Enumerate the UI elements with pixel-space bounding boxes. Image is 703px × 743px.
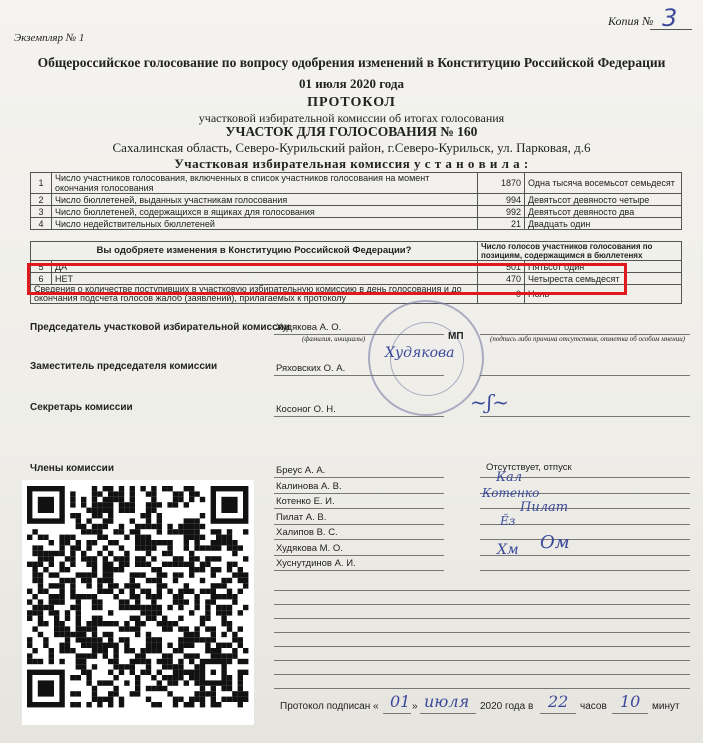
member-signature-5: Ӗз [500,514,516,528]
complaints-label: Сведения о количестве поступивших в участковую избирательную комиссию в день голосования и до окончания подсчета голосов жалоб (заявлений), прилагаемых к протоколу [31,285,478,304]
row-label: Число бюллетеней, выданных участникам голосования [52,194,478,206]
chair-label: Председатель участковой избирательной комиссии [30,322,290,333]
chair-signature: Худякова [385,345,455,361]
exemplar-number: Экземпляр № 1 [14,32,85,44]
protocol-document: Копия № 3 Экземпляр № 1 Общероссийское голосование по вопросу одобрения изменений в Конституцию Российской Федерации 01 июля 2020 года ПРОТОКОЛ участковой избирательной комиссии об итогах голосования УЧАСТОК ДЛЯ ГОЛОСОВАНИЯ № 160 Сахалинская область, Северо-Курильский район, г.Северо-Курильск, ул. Парковая, д.6 Участковая избирательная комиссия у с т а н о в и л а : 1 Число участников голосования, включенных в список участников голосования на момент окончания голосования 1870 Одна тысяча восемьсот семьдесят 2 Число бюллетеней, выданных участникам голосования 994 Девятьсот девяносто четыре 3 Число бюллетеней, содержащихся в ящиках для голосования 992 Девятьсот девяносто два 4 Число недействительных бюллетеней 21 Двадцать один Вы одобряете изменения в Конституцию Российской Федерации? Число голосов участников голосования по позициям, содержащимся в бюллетенях 5 ДА 501 Пятьсот один 6 НЕТ 470 Четыреста семьдесят Сведения о количестве поступивших в участковую избирательную комиссию в день голосования и до окончания подсчета голосов жалоб (заявлений), прилагаемых к протоколу 0 Ноль Председатель участковой избирательной комиссии Худякова А. О. (фамилия, инициалы) МП (подпись либо причина отсутствия, отметка об особом мнении) Худякова Заместитель председателя комиссии Ряховских О. А. Секретарь комиссии Косоног О. Н. ~ʃ~ Члены комиссии Бреус А. А. Калинова А. В. Котенко Е. И. Пилат А. В. Халипов В. С. Худякова М. О. Хуснутдинов А. И. Отсутствует, отпуск Кал Котенко Пилат Ӗз Ом Хм Протокол подписан « 01 » июля 2020 года в 22 часов 10 минут [0,0,703,743]
complaints-value: 0 [478,285,525,304]
row-number: 3 [31,206,52,218]
members-label: Члены комиссии [30,463,114,474]
precinct-address: Сахалинская область, Северо-Курильский район, г.Северо-Курильск, ул. Парковая, д.6 [112,140,591,155]
member-name: Калинова А. В. [276,480,342,492]
deputy-name: Ряховских О. А. [276,363,346,374]
table-row [31,173,682,194]
member-signature-3: Котенко [482,486,540,500]
chair-name: Худякова А. О. [276,322,342,333]
secretary-name: Косоног О. Н. [276,404,336,415]
signed-minute: 10 [620,692,641,711]
question-text: Вы одобряете изменения в Конституцию Российской Федерации? [31,242,478,261]
answer-label: ДА [52,261,478,273]
answer-label: НЕТ [52,273,478,285]
signed-day: 01 [390,692,411,711]
complaints-value-words: Ноль [525,285,682,304]
member-signature-6: Ом [540,532,570,553]
secretary-label: Секретарь комиссии [30,402,133,413]
answer-number: 5 [31,261,52,273]
row-value: 21 [478,218,525,230]
qr-code [22,480,254,725]
established-heading: Участковая избирательная комиссия у с т а н о в и л а : [174,156,529,171]
member-name: Халипов В. С. [276,527,338,538]
row-value-words: Девятьсот девяносто четыре [525,194,682,206]
answer-value-words: Пятьсот один [525,261,682,273]
copy-underline [650,29,692,30]
member-name: Котенко Е. И. [276,496,335,507]
member-signature-4: Пилат [520,500,569,515]
table-row [31,206,682,218]
precinct-number: УЧАСТОК ДЛЯ ГОЛОСОВАНИЯ № 160 [225,124,478,139]
row-number: 1 [31,173,52,194]
row-value: 992 [478,206,525,218]
table-gap [31,230,682,242]
yes-no-highlight-box [27,263,627,295]
mp-mark: МП [448,331,464,342]
table-row [31,194,682,206]
row-number: 4 [31,218,52,230]
signed-label: Протокол подписан [280,701,371,712]
answer-value-words: Четыреста семьдесят [525,273,682,285]
member-signature-7: Хм [497,542,519,558]
signature-caption: (подпись либо причина отсутствия, отметка об особом мнении) [490,335,686,343]
row-label: Число недействительных бюллетеней [52,218,478,230]
votes-header: Число голосов участников голосования по позициям, содержащимся в бюллетенях [478,242,682,261]
answer-number: 6 [31,273,52,285]
answer-value: 470 [478,273,525,285]
document-title: Общероссийское голосование по вопросу одобрения изменений в Конституцию Российской Федерации [37,55,666,70]
row-value-words: Одна тысяча восемьсот семьдесят [525,173,682,194]
row-label: Число участников голосования, включенных в список участников голосования на момент окончания голосования [52,173,478,194]
copy-number: 3 [662,4,678,32]
table-row [31,218,682,230]
member-name: Бреус А. А. [276,465,326,476]
row-value-words: Девятьсот девяносто два [525,206,682,218]
row-value: 994 [478,194,525,206]
member-signature-2: Кал [496,470,523,485]
vote-date: 01 июля 2020 года [299,76,404,91]
copy-label: Копия № [608,14,654,28]
name-caption: (фамилия, инициалы) [302,335,366,343]
member-name: Пилат А. В. [276,511,327,523]
hours-label: часов [580,701,607,712]
question-header-row [31,242,682,261]
row-label: Число бюллетеней, содержащихся в ящиках для голосования [52,206,478,218]
signed-hour: 22 [548,692,569,711]
minutes-label: минут [652,701,680,712]
row-number: 2 [31,194,52,206]
signed-month: июля [424,692,470,711]
absent-note: Отсутствует, отпуск [486,462,572,473]
member-name: Худякова М. О. [276,542,343,554]
deputy-label: Заместитель председателя комиссии [30,361,218,372]
answer-value: 501 [478,261,525,273]
secretary-signature: ~ʃ~ [470,390,509,414]
signed-year: 2020 года в [480,701,534,712]
row-value-words: Двадцать один [525,218,682,230]
member-name: Хуснутдинов А. И. [276,558,356,569]
row-value: 1870 [478,173,525,194]
protocol-heading: ПРОТОКОЛ [307,95,396,110]
commission-subtitle: участковой избирательной комиссии об итогах голосования [198,111,505,125]
